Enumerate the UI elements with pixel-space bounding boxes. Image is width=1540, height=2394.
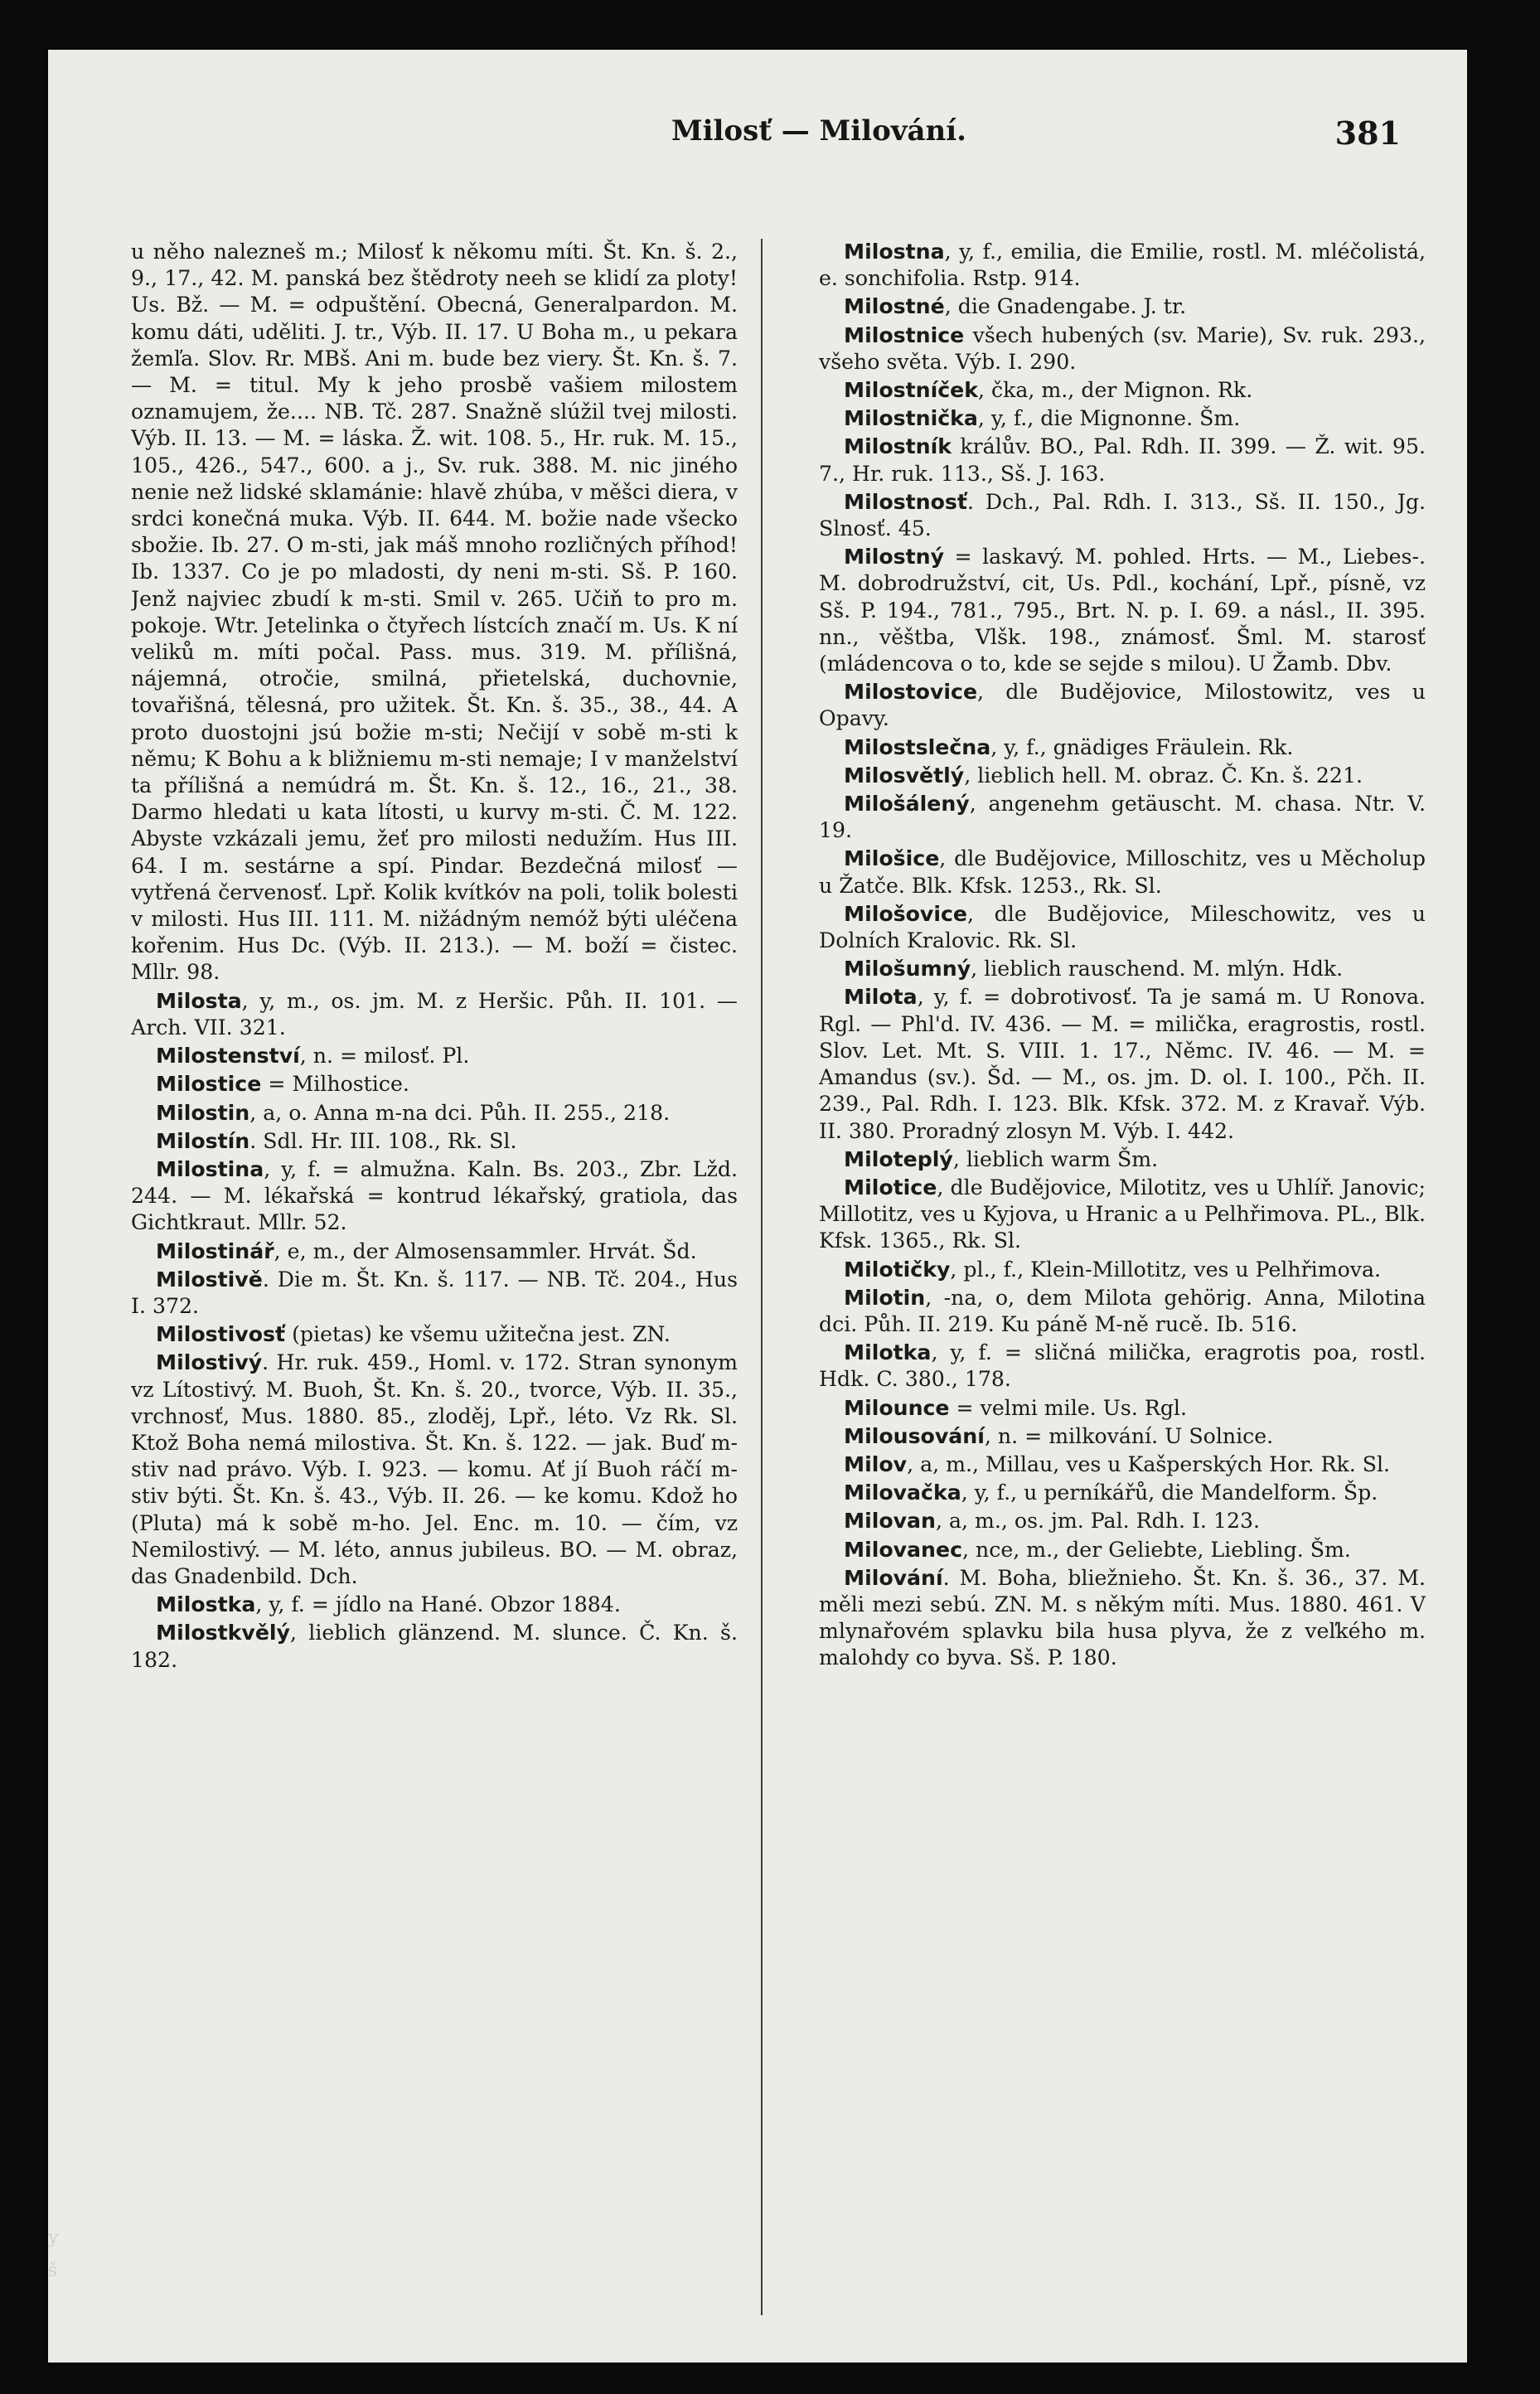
entry-headword: Milování (844, 1565, 943, 1590)
entry-headword: Milousování (844, 1423, 985, 1448)
entry-headword: Milošálený (844, 792, 970, 817)
entry-headword: Milostivý (156, 1350, 263, 1375)
entry-body: = Milhostice. (261, 1072, 409, 1097)
entry-headword: Milov (844, 1451, 908, 1476)
edge-mark: y (48, 2227, 59, 2248)
edge-mark: š (48, 2261, 58, 2281)
entry-body: , lieblich rauschend. M. mlýn. Hdk. (971, 957, 1344, 981)
dictionary-entry (819, 1395, 1426, 1422)
dictionary-entry (819, 489, 1426, 542)
page-title: Milosť — Milování. (671, 114, 967, 148)
dictionary-entry (819, 405, 1426, 432)
dictionary-entry (819, 1508, 1426, 1534)
entry-body: , -na, o, dem Milota gehörig. Anna, Milotina dci. Půh. II. 219. Ku páně M-ně rucě. Ib. 516. (819, 1285, 1426, 1336)
entry-body: , a, o. Anna m-na dci. Půh. II. 255., 218. (249, 1100, 671, 1125)
dictionary-entry (131, 1267, 738, 1320)
edge-marks (48, 2222, 73, 2288)
entry-body: , n. = milosť. Pl. (299, 1044, 470, 1069)
dictionary-entry (819, 984, 1426, 1144)
entry-body: , y, f., gnädiges Fräulein. Rk. (990, 734, 1294, 759)
running-head (48, 114, 1467, 164)
dictionary-entry (819, 377, 1426, 404)
entry-headword: Milosta (156, 988, 242, 1013)
entry-body: , die Gnadengabe. J. tr. (944, 294, 1187, 319)
entry-body: , y, f., emilia, die Emilie, rostl. M. mléčolistá, e. sonchifolia. Rstp. 914. (819, 240, 1426, 291)
dictionary-entry (819, 1565, 1426, 1672)
entry-body: = laskavý. M. pohled. Hrts. — M., Liebes-. M. dobrodružství, cit, Us. Pdl., kochání, Lpř., písně, vz Sš. P. 194., 781., 795., Brt. N. p. I. 69. a násl., II. 395. nn., věštba, Vlšk. 198., známosť. Šml. M. starosť (mládencova o to, kde se sejde s milou). U Žamb. Dbv. (819, 545, 1426, 676)
dictionary-entry (131, 1238, 738, 1265)
dictionary-entry (819, 322, 1426, 376)
entry-body: , y, f. = jídlo na Hané. Obzor 1884. (255, 1592, 621, 1617)
entry-headword: Milostice (156, 1072, 262, 1097)
entry-headword: Milostnosť (844, 489, 967, 514)
entry-body: , dle Budějovice, Milloschitz, ves u Měcholup u Žatče. Blk. Kfsk. 1253., Rk. Sl. (819, 846, 1426, 898)
entry-headword: Milostnice (844, 322, 965, 347)
entry-body: , lieblich hell. M. obraz. Č. Kn. š. 221. (964, 763, 1363, 788)
entry-body: , n. = milkování. U Solnice. (984, 1423, 1274, 1448)
right-column (819, 239, 1426, 2315)
dictionary-entry (819, 1423, 1426, 1450)
entry-body: , y, f. = almužna. Kaln. Bs. 203., Zbr. Lžd. 244. — M. lékařská = kontrud lékařský, gratiola, das Gichtkraut. Mllr. 52. (131, 1156, 738, 1235)
dictionary-entry (819, 1451, 1426, 1478)
entry-headword: Milostina (156, 1156, 264, 1181)
dictionary-entry: u něho nalezneš m.; Milosť k někomu míti. Št. Kn. š. 2., 9., 17., 42. M. panská bez štědroty neeh se klidí za ploty! Us. Bž. — M. = odpuštění. Obecná, Generalpardon. M. komu dáti, uděliti. J. tr., Výb. II. 17. U Boha m., u pekara žemľa. Slov. Rr. MBš. Ani m. bude bez viery. Št. Kn. š. 7. — M. = titul. My k jeho prosbě vašiem milostem oznamujem, že.... NB. Tč. 287. Snažně slúžil tvej milosti. Výb. II. 13. — M. = láska. Ž. wit. 108. 5., Hr. ruk. M. 15., 105., 426., 547., 600. a j., Sv. ruk. 388. M. nic jiného nenie než lidské sklamánie: hlavě zhúba, v měšci diera, v srdci konečná muka. Výb. II. 644. M. božie nade všecko sbožie. Ib. 27. O m-sti, jak máš mnoho rozličných příhod! Ib. 1337. Co je po mladosti, dy neni m-sti. Sš. P. 160. Jenž najviec zbudí k m-sti. Smil v. 265. Učiň to pro m. pokoje. Wtr. Jetelinka o čtyřech lístcích značí m. Us. K ní veliků m. míti počal. Pass. mus. 319. M. přílišná, nájemná, otročie, smilná, přietelská, duchovnie, tovařišná, tělesná, pro užitek. Št. Kn. š. 35., 38., 44. A proto duostojni jsú božie m-sti; Nečijí v sobě m-sti k němu; K Bohu a k bližniemu m-sti nemaje; I v manželství ta přílišná a nemúdrá m. Št. Kn. š. 12., 16., 21., 38. Darmo hledati u kata lítosti, u kurvy m-sti. Č. M. 122. Abyste vzkázali jemu, žeť pro milosti nedužím. Hus III. 64. I m. sestárne a spí. Pindar. Bezdečná milosť — vytřená červenosť. Lpř. Kolik kvítkóv na poli, tolik bolesti v milosti. Hus III. 111. M. nižádným nemóž býti uléčena kořenim. Hus Dc. (Výb. II. 213.). — M. boží = čistec. Mllr. 98. (131, 240, 738, 985)
entry-headword: Milounce (844, 1395, 950, 1420)
dictionary-entry (131, 988, 738, 1041)
dictionary-entry (819, 956, 1426, 982)
dictionary-entry (131, 1350, 738, 1590)
entry-body: = velmi mile. Us. Rgl. (949, 1395, 1187, 1420)
dictionary-entry (819, 1257, 1426, 1283)
entry-headword: Milostin (156, 1100, 250, 1125)
entry-body: , dle Budějovice, Milostowitz, ves u Opavy. (819, 680, 1426, 731)
entry-headword: Milostník (844, 434, 952, 459)
page-number: 381 (1334, 114, 1401, 152)
entry-body: , e, m., der Almosensammler. Hrvát. Šd. (274, 1238, 697, 1263)
dictionary-entry (131, 1592, 738, 1618)
entry-body: , a, m., os. jm. Pal. Rdh. I. 123. (935, 1509, 1261, 1534)
entry-headword: Miloteplý (844, 1146, 953, 1171)
entry-headword: Milovačka (844, 1480, 961, 1505)
entry-headword: Milostkvělý (156, 1621, 290, 1645)
dictionary-entry (131, 1100, 738, 1127)
entry-body: , lieblich glänzend. M. slunce. Č. Kn. š. 182. (131, 1621, 738, 1672)
entry-headword: Milostné (844, 294, 945, 319)
entry-body: , y, f. = dobrotivosť. Ta je samá m. U Ronova. Rgl. — Phl'd. IV. 436. — M. = milička, eragrostis, rostl. Slov. Let. Mt. S. VIII. 1. 17., Němc. IV. 46. — M. = Amandus (sv.). Šd. — M., os. jm. D. ol. I. 100., Pčh. II. 239., Pal. Rdh. I. 123. Blk. Kfsk. 372. M. z Kravař. Výb. II. 380. Proradný zlosyn M. Výb. I. 442. (819, 985, 1426, 1143)
left-column (131, 239, 738, 2315)
entry-body: , angenehm getäuscht. M. chasa. Ntr. V. 19. (819, 792, 1426, 843)
dictionary-entry (131, 1620, 738, 1673)
entry-body: . Dch., Pal. Rdh. I. 313., Sš. II. 150., Jg. Slnosť. 45. (819, 489, 1426, 541)
entry-headword: Milostslečna (844, 734, 991, 759)
entry-headword: Milošovice (844, 901, 967, 926)
entry-headword: Milosvětlý (844, 763, 965, 788)
dictionary-entry (819, 1340, 1426, 1393)
entry-headword: Milostný (844, 545, 945, 569)
entry-headword: Milostenství (156, 1044, 300, 1069)
entry-headword: Milotka (844, 1340, 932, 1365)
dictionary-entry (131, 1156, 738, 1237)
entry-headword: Milostnička (844, 406, 978, 431)
entry-body: , nce, m., der Geliebte, Liebling. Šm. (962, 1537, 1351, 1562)
dictionary-entry (819, 679, 1426, 732)
entry-body: , y, m., os. jm. M. z Heršic. Půh. II. 101. — Arch. VII. 321. (131, 988, 738, 1040)
entry-headword: Milošumný (844, 957, 971, 981)
entry-headword: Milovan (844, 1509, 936, 1534)
entry-body: . Sdl. Hr. III. 108., Rk. Sl. (249, 1128, 517, 1153)
entry-headword: Milovanec (844, 1537, 962, 1562)
dictionary-entry (131, 1071, 738, 1098)
entry-headword: Milostín (156, 1128, 250, 1153)
entry-body: , y, f. = sličná milička, eragrotis poa, rostl. Hdk. C. 380., 178. (819, 1340, 1426, 1392)
entry-body: , lieblich warm Šm. (952, 1146, 1159, 1171)
entry-body: všech hubených (sv. Marie), Sv. ruk. 293., všeho světa. Výb. I. 290. (819, 322, 1426, 374)
dictionary-entry (819, 293, 1426, 320)
entry-body: , dle Budějovice, Mileschowitz, ves u Dolních Kralovic. Rk. Sl. (819, 901, 1426, 953)
dictionary-entry (819, 734, 1426, 761)
entry-headword: Milota (844, 985, 918, 1010)
entry-body: , čka, m., der Mignon. Rk. (978, 378, 1253, 403)
entry-body: , a, m., Millau, ves u Kašperských Hor. Rk. Sl. (907, 1451, 1391, 1476)
entry-body: , dle Budějovice, Milotitz, ves u Uhlíř. Janovic; Millotitz, ves u Kyjova, u Hranic a u Pelhřimova. PL., Blk. Kfsk. 1365., Rk. Sl. (819, 1175, 1426, 1253)
entry-body: , y, f., u perníkářů, die Mandelform. Šp. (961, 1480, 1378, 1505)
column-divider (761, 239, 763, 2315)
entry-body: (pietas) ke všemu užitečna jest. ZN. (285, 1322, 671, 1347)
dictionary-entry (819, 1537, 1426, 1563)
entry-headword: Milostka (156, 1592, 256, 1617)
entry-headword: Milostna (844, 240, 945, 264)
dictionary-entry (819, 791, 1426, 844)
dictionary-entry (819, 1146, 1426, 1173)
entry-body: , y, f., die Mignonne. Šm. (977, 406, 1241, 431)
entry-headword: Milostovice (844, 680, 978, 705)
dictionary-entry (819, 239, 1426, 292)
entry-headword: Milotice (844, 1175, 937, 1199)
entry-headword: Milostivosť (156, 1322, 286, 1347)
dictionary-entry (819, 1285, 1426, 1338)
dictionary-entry (131, 1043, 738, 1069)
dictionary-entry (131, 1321, 738, 1348)
entry-body: . Hr. ruk. 459., Homl. v. 172. Stran synonym vz Lítostivý. M. Buoh, Št. Kn. š. 20., tvorce, Výb. II. 35., vrchnosť, Mus. 1880. 85., zloděj, Lpř., léto. Vz Rk. Sl. Ktož Boha nemá milostiva. Št. Kn. š. 122. — jak. Buď m-stiv nad právo. Výb. I. 923. — komu. Ať jí Buoh ráčí m-stiv býti. Št. Kn. š. 43., Výb. II. 26. — ke komu. Kdož ho (Pluta) má k sobě m-ho. Jel. Enc. m. 10. — čím, vz Nemilostivý. — M. léto, annus jubileus. BO. — M. obraz, das Gnadenbild. Dch. (131, 1350, 738, 1588)
entry-headword: Milostníček (844, 378, 978, 403)
entry-body: , pl., f., Klein-Millotitz, ves u Pelhřimova. (950, 1257, 1382, 1282)
entry-body: . Die m. Št. Kn. š. 117. — NB. Tč. 204., Hus I. 372. (131, 1267, 738, 1318)
dictionary-entry (819, 434, 1426, 487)
entry-body: králův. BO., Pal. Rdh. II. 399. — Ž. wit. 95. 7., Hr. ruk. 113., Sš. J. 163. (819, 434, 1426, 486)
dictionary-entry (819, 1480, 1426, 1506)
dictionary-entry (819, 763, 1426, 789)
dictionary-entry (131, 1128, 738, 1155)
entry-headword: Milošice (844, 846, 940, 871)
dictionary-page (48, 50, 1467, 2362)
entry-body: . M. Boha, bliežnieho. Št. Kn. š. 36., 37. M. měli mezi sebú. ZN. M. s někým míti. Mus. 1880. 461. V mlynařovém splavku bila husa plyva, že z veľkého m. malohdy co byva. Sš. P. 180. (819, 1565, 1426, 1670)
dictionary-entry (819, 544, 1426, 677)
entry-headword: Milotičky (844, 1257, 951, 1282)
entry-headword: Milostivě (156, 1267, 263, 1292)
dictionary-entry (819, 901, 1426, 954)
entry-headword: Milotin (844, 1285, 926, 1310)
dictionary-entry (819, 1175, 1426, 1255)
dictionary-entry (819, 846, 1426, 899)
entry-headword: Milostinář (156, 1238, 274, 1263)
